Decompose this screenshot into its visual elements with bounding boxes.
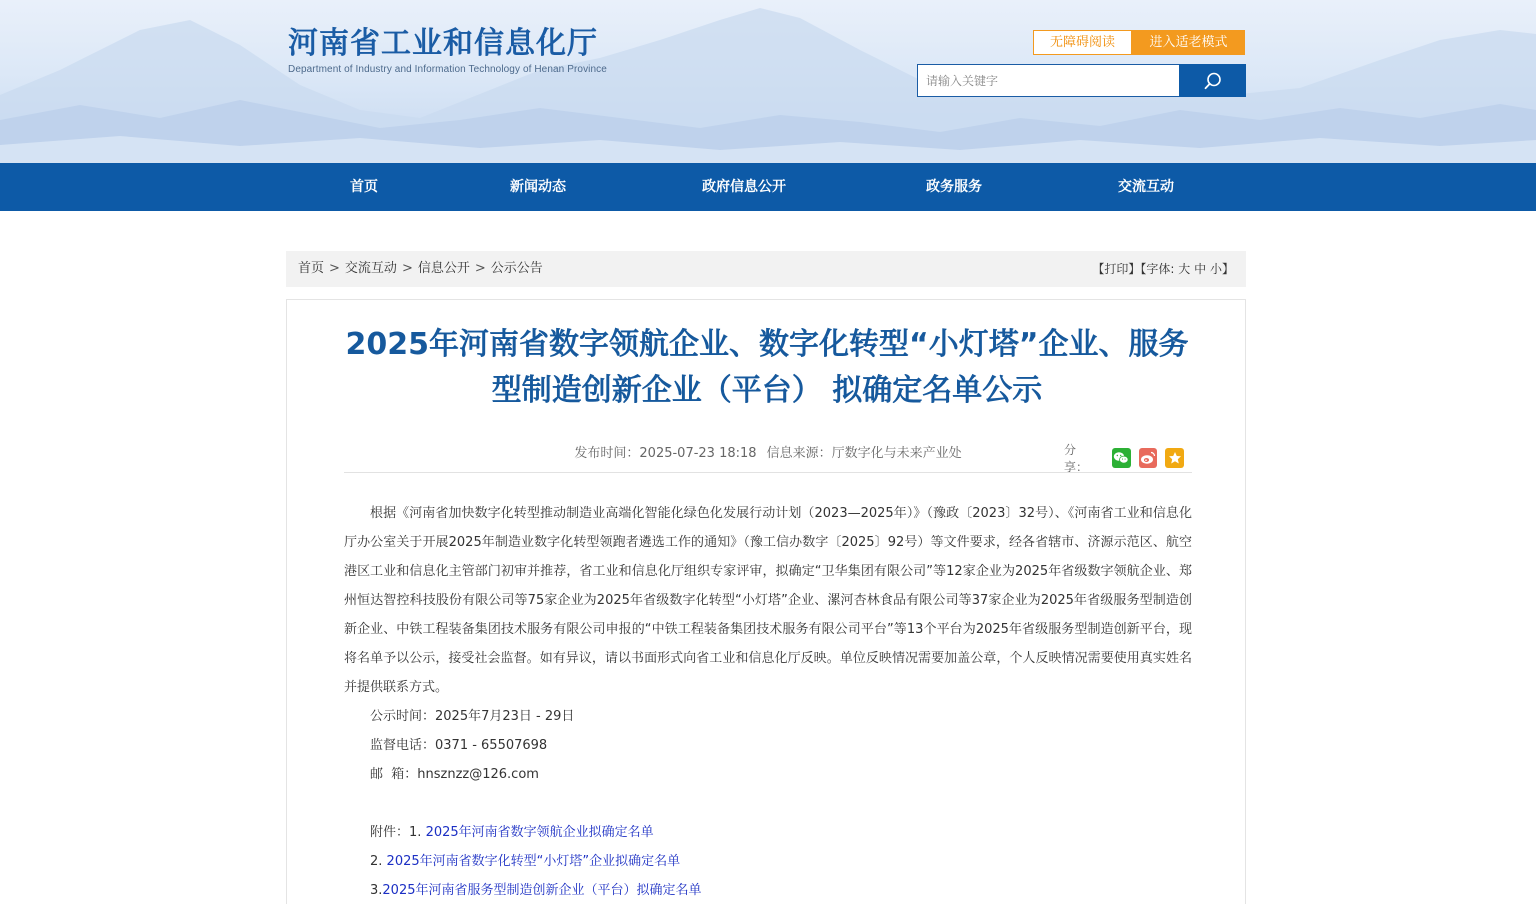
search-button[interactable] xyxy=(1179,64,1246,97)
breadcrumb-bar xyxy=(286,251,1246,287)
attachment-3 xyxy=(344,876,1192,904)
accessibility-button[interactable]: 无障碍阅读 xyxy=(1033,30,1132,55)
breadcrumb-item-interaction[interactable]: 交流互动 xyxy=(344,261,397,276)
search-icon xyxy=(1204,72,1222,90)
site-subtitle: Department of Industry and Information Technology of Henan Province xyxy=(288,64,607,75)
nav-item-gov-info[interactable]: 政府信息公开 xyxy=(702,179,786,195)
nav-item-interaction[interactable]: 交流互动 xyxy=(1118,179,1174,195)
contact-phone: 监督电话：0371 - 65507698 xyxy=(370,738,548,753)
source-label: 信息来源： xyxy=(766,446,832,461)
article-title: 2025年河南省数字领航企业、数字化转型“小灯塔”企业、服务型制造创新企业（平台） 拟确定名单公示 xyxy=(345,327,1189,408)
contact-email: 邮 箱：hnsznzz@126.com xyxy=(370,767,539,782)
search-input[interactable] xyxy=(917,64,1179,97)
nav-item-news[interactable]: 新闻动态 xyxy=(510,179,566,195)
nav-item-services[interactable]: 政务服务 xyxy=(926,179,982,195)
breadcrumb-item-home[interactable]: 首页 xyxy=(298,261,325,276)
attachment-prefix: 3. xyxy=(370,883,383,898)
page-tools xyxy=(1092,251,1234,287)
breadcrumb-separator: > xyxy=(474,261,486,276)
article-panel xyxy=(286,299,1246,904)
favorite-share-icon[interactable] xyxy=(1165,448,1184,468)
header-banner xyxy=(0,0,1536,163)
attachment-prefix: 2. xyxy=(370,854,387,869)
attachment-prefix: 1. xyxy=(409,825,426,840)
article-body xyxy=(344,499,1192,904)
article-meta xyxy=(344,435,1192,473)
breadcrumb-separator: > xyxy=(401,261,413,276)
font-large-button[interactable]: 大 xyxy=(1178,262,1191,276)
source-value: 厅数字化与未来产业处 xyxy=(831,446,962,461)
wechat-share-icon[interactable] xyxy=(1112,448,1131,468)
attachment-link-3[interactable]: 2025年河南省服务型制造创新企业（平台）拟确定名单 xyxy=(382,883,702,898)
attachment-label: 附件： xyxy=(370,825,410,840)
font-size-label: 【字体: xyxy=(1140,262,1175,276)
font-size-close: 】 xyxy=(1221,262,1234,276)
publish-time: 2025-07-23 18:18 xyxy=(639,446,757,461)
font-medium-button[interactable]: 中 xyxy=(1194,262,1207,276)
weibo-share-icon[interactable] xyxy=(1139,448,1158,468)
nav-item-home[interactable]: 首页 xyxy=(350,179,378,195)
notice-period: 公示时间：2025年7月23日 - 29日 xyxy=(370,709,575,724)
attachment-link-1[interactable]: 2025年河南省数字领航企业拟确定名单 xyxy=(425,825,654,840)
breadcrumb-item-info[interactable]: 信息公开 xyxy=(417,261,470,276)
elder-mode-button[interactable]: 进入适老模式 xyxy=(1132,30,1245,55)
print-button[interactable]: 【打印】 xyxy=(1092,262,1141,276)
search-box xyxy=(917,64,1246,97)
share-label: 分享： xyxy=(1064,443,1089,474)
font-small-button[interactable]: 小 xyxy=(1209,262,1222,276)
breadcrumb-separator: > xyxy=(329,261,340,276)
share-bar xyxy=(1064,441,1192,475)
site-title: 河南省工业和信息化厅 xyxy=(288,26,598,61)
publish-label: 发布时间： xyxy=(574,446,640,461)
attachment-2 xyxy=(344,847,1192,876)
mode-buttons xyxy=(1033,30,1245,55)
site-logo[interactable] xyxy=(288,26,607,75)
attachment-link-2[interactable]: 2025年河南省数字化转型“小灯塔”企业拟确定名单 xyxy=(386,854,681,869)
mountain-background xyxy=(0,0,1536,163)
main-nav xyxy=(0,163,1536,211)
body-paragraph: 根据《河南省加快数字化转型推动制造业高端化智能化绿色化发展行动计划（2023—2025年）》（豫政〔2023〕32号）、《河南省工业和信息化厅办公室关于开展2025年制造业数字化转型领跑者遴选工作的通知》（豫工信办数字〔2025〕92号）等文件要求，经各省辖市、济源示范区、航空港区工业和信息化主管部门初审并推荐，省工业和信息化厅组织专家评审，拟确定“卫华集团有限公司”等12家企业为2025年省级数字领航企业、郑州恒达智控科技股份有限公司等75家企业为2025年省级数字化转型“小灯塔”企业、漯河杏林食品有限公司等37家企业为2025年省级服务型制造创新企业、中铁工程装备集团技术服务有限公司申报的“中铁工程装备集团技术服务有限公司平台”等13个平台为2025年省级服务型制造创新平台，现将名单予以公示，接受社会监督。如有异议，请以书面形式向省工业和信息化厅反映。单位反映情况需要加盖公章，个人反映情况需要使用真实姓名并提供联系方式。 xyxy=(344,506,1192,695)
breadcrumb-item-notice[interactable]: 公示公告 xyxy=(490,261,543,276)
attachment-1 xyxy=(344,818,1192,847)
breadcrumb xyxy=(298,251,543,287)
